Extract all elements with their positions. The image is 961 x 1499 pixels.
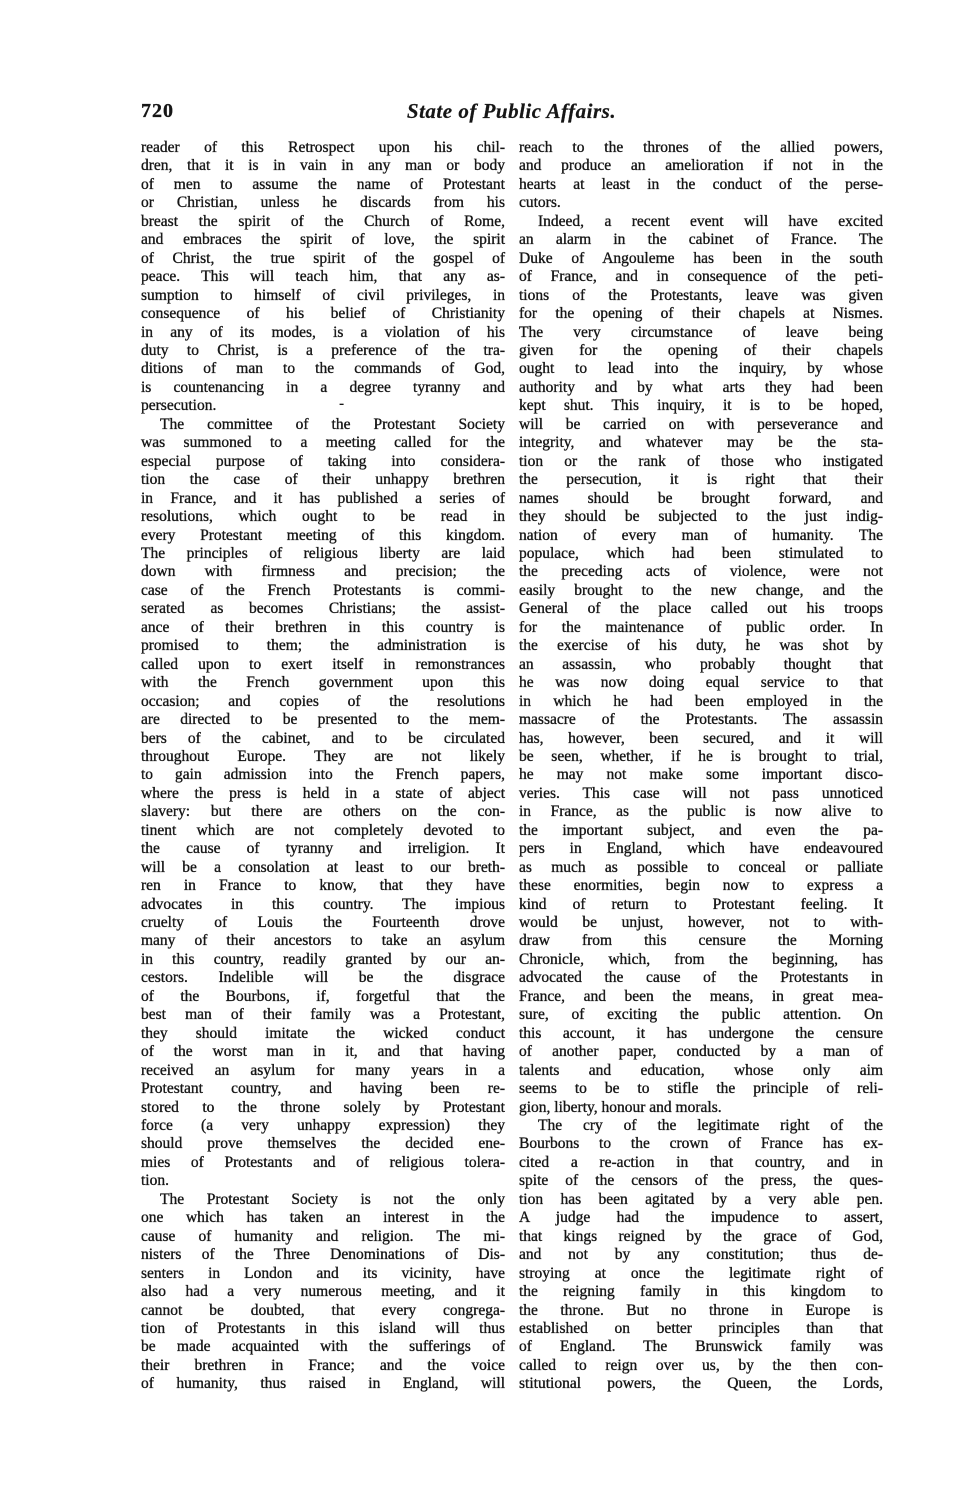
text-line: as much as possible to conceal or palliate bbox=[519, 858, 883, 876]
text-line: Chronicle, which, from the beginning, has bbox=[519, 950, 883, 968]
text-line: given for the opening of their chapels bbox=[519, 341, 883, 359]
paragraph bbox=[141, 139, 505, 416]
text-line: they should imitate the wicked conduct bbox=[141, 1024, 505, 1042]
text-line: France, and been the means, in great mea- bbox=[519, 987, 883, 1005]
text-line: nisters of the Three Denominations of Dis- bbox=[141, 1246, 505, 1264]
text-line: stroying at once the legitimate right of bbox=[519, 1264, 883, 1282]
text-line: and embraces the spirit of love, the spirit bbox=[141, 231, 505, 249]
text-line: bers of the cabinet, and to be circulated bbox=[141, 729, 505, 747]
text-line: cestors. Indelible will be the disgrace bbox=[141, 969, 505, 987]
text-line: talents and education, whose only aim bbox=[519, 1061, 883, 1079]
text-line: authority and by what arts they had been bbox=[519, 378, 883, 396]
text-line: Protestant country, and having been re- bbox=[141, 1080, 505, 1098]
text-line: of Christ, the true spirit of the gospel of bbox=[141, 249, 505, 267]
text-line: kept shut. This inquiry, it is to be hoped, bbox=[519, 397, 883, 415]
text-line: established on better principles than that bbox=[519, 1320, 883, 1337]
text-line: received an asylum for many years in a bbox=[141, 1061, 505, 1079]
text-line: of humanity, thus raised in England, will bbox=[141, 1375, 505, 1393]
text-line: Bourbons to the crown of France has ex- bbox=[519, 1135, 883, 1153]
text-line: the exercise of his duty, he was shot by bbox=[519, 637, 883, 655]
text-line: Duke of Angouleme has been in the south bbox=[519, 249, 883, 267]
text-line: the preceding acts of violence, were not bbox=[519, 563, 883, 581]
text-line: of another paper, conducted by a man of bbox=[519, 1043, 883, 1061]
paragraph bbox=[519, 213, 883, 1117]
text-line: tion has been agitated by a very able pen. bbox=[519, 1190, 883, 1208]
text-line: gion, liberty, honour and morals. bbox=[519, 1098, 722, 1116]
text-line: throughout Europe. They are not likely bbox=[141, 747, 505, 765]
text-line: in France, as the public is now alive to bbox=[519, 803, 883, 821]
text-line: slavery: but there are others on the con- bbox=[141, 803, 505, 821]
text-line: are directed to be presented to the mem- bbox=[141, 711, 505, 729]
text-line: of the worst man in it, and that having bbox=[141, 1043, 505, 1061]
text-line: they should be subjected to the just indig- bbox=[519, 508, 883, 526]
text-line: the throne. But no throne in Europe is bbox=[519, 1301, 883, 1319]
text-line: cruelty of Louis the Fourteenth drove bbox=[141, 914, 505, 932]
text-line: tion of Protestants in this island will thus bbox=[141, 1320, 505, 1337]
page-number: 720 bbox=[141, 100, 174, 122]
text-line: stored to the throne solely by Protestant bbox=[141, 1098, 505, 1116]
text-line: integrity, and whatever may be the sta- bbox=[519, 434, 883, 452]
text-line: of the Bourbons, if, forgetful that the bbox=[141, 987, 505, 1005]
text-line: cannot be doubted, that every congrega- bbox=[141, 1301, 505, 1319]
text-line: sure, of exciting the public attention. On bbox=[519, 1006, 883, 1024]
text-line: this account, it has undergone the censure bbox=[519, 1024, 883, 1042]
text-column-right bbox=[519, 139, 883, 1394]
text-line: consequence of his belief of Christianity bbox=[141, 305, 505, 323]
text-line: is countenancing in a degree tyranny and bbox=[141, 378, 505, 396]
paragraph-end-dash: - bbox=[339, 395, 345, 412]
text-line: massacre of the Protestants. The assassin bbox=[519, 711, 883, 729]
text-line: draw from this censure the Morning bbox=[519, 932, 883, 950]
text-line: The Protestant Society is not the only bbox=[160, 1190, 505, 1208]
text-line: in any of its modes, is a violation of his bbox=[141, 323, 505, 341]
text-line: also had a very numerous meeting, and it bbox=[141, 1283, 505, 1301]
text-line: one which has taken an interest in the bbox=[141, 1209, 505, 1227]
text-line: serated as becomes Christians; the assist- bbox=[141, 600, 505, 618]
text-line: hearts at least in the conduct of the perse- bbox=[519, 175, 883, 193]
text-line: an alarm in the cabinet of France. The bbox=[519, 231, 883, 249]
text-line: every Protestant meeting of this kingdom. bbox=[141, 526, 505, 544]
text-line: these enormities, begin now to express a bbox=[519, 877, 883, 895]
text-line: for the opening of their chapels at Nismes. bbox=[519, 305, 883, 323]
text-line: dren, that it is in vain in any man or body bbox=[141, 157, 505, 175]
text-line: pers in England, which have endeavoured bbox=[519, 840, 883, 858]
text-line: he may not make some important disco- bbox=[519, 766, 883, 784]
text-line: will be a consolation at least to our breth- bbox=[141, 858, 505, 876]
text-line: in France, and it has published a series of bbox=[141, 489, 505, 507]
text-line: with the French government upon this bbox=[141, 674, 505, 692]
text-line: the cause of tyranny and irreligion. It bbox=[141, 840, 505, 858]
text-line: the important subject, and even the pa- bbox=[519, 821, 883, 839]
text-line: of England. The Brunswick family was bbox=[519, 1338, 883, 1356]
text-line: called to reign over us, by the then con- bbox=[519, 1356, 883, 1374]
text-line: The committee of the Protestant Society bbox=[160, 415, 505, 433]
text-line: persecution. bbox=[141, 397, 217, 415]
text-line: ditions of man to the commands of God, bbox=[141, 360, 505, 378]
text-line: has, however, been secured, and it will bbox=[519, 729, 883, 747]
page-title: State of Public Affairs. bbox=[406, 99, 617, 123]
text-line: The very circumstance of leave being bbox=[519, 323, 883, 341]
text-line: and produce an amelioration if not in the bbox=[519, 157, 883, 175]
text-line: resolutions, which ought to be read in bbox=[141, 508, 505, 526]
text-line: tion. bbox=[141, 1172, 169, 1190]
text-line: populace, which had been stimulated to bbox=[519, 544, 883, 562]
text-line: stitutional powers, the Queen, the Lords, bbox=[519, 1375, 883, 1393]
text-line: that kings reigned by the grace of God, bbox=[519, 1227, 883, 1245]
text-line: spite of the censors of the press, the ques- bbox=[519, 1172, 883, 1190]
text-line: was summoned to a meeting called for the bbox=[141, 434, 505, 452]
text-line: senters in London and its vicinity, have bbox=[141, 1264, 505, 1282]
text-line: General of the place called out his troops bbox=[519, 600, 883, 618]
text-line: to gain admission into the French papers, bbox=[141, 766, 505, 784]
paragraph bbox=[519, 139, 883, 213]
paragraph bbox=[519, 1117, 883, 1394]
text-line: ought to lead into the inquiry, by whose bbox=[519, 360, 883, 378]
text-line: advocates in this country. The impious bbox=[141, 895, 505, 913]
text-line: Indeed, a recent event will have excited bbox=[538, 212, 883, 230]
text-line: nation of every man of humanity. The bbox=[519, 526, 883, 544]
text-line: tinent which are not completely devoted to bbox=[141, 821, 505, 839]
text-line: tions of the Protestants, leave was given bbox=[519, 286, 883, 304]
text-line: best man of their family was a Protestant, bbox=[141, 1006, 505, 1024]
text-line: ren in France to know, that they have bbox=[141, 877, 505, 895]
text-line: for the maintenance of public order. In bbox=[519, 618, 883, 636]
text-line: or Christian, unless he discards from his bbox=[141, 194, 505, 212]
text-line: reader of this Retrospect upon his chil- bbox=[141, 139, 505, 156]
text-line: he was now doing equal service to that bbox=[519, 674, 883, 692]
text-line: tion the case of their unhappy brethren bbox=[141, 471, 505, 489]
text-line: breast the spirit of the Church of Rome, bbox=[141, 212, 505, 230]
text-line: in which he had been employed in the bbox=[519, 692, 883, 710]
paragraph bbox=[141, 1191, 505, 1394]
text-line: easily brought to the new change, and the bbox=[519, 581, 883, 599]
text-line: an assassin, who probably thought that bbox=[519, 655, 883, 673]
text-line: reach to the thrones of the allied powers, bbox=[519, 139, 883, 156]
text-line: kind of return to Protestant feeling. It bbox=[519, 895, 883, 913]
text-line: should prove themselves the decided ene- bbox=[141, 1135, 505, 1153]
text-line: would be unjust, however, not to with- bbox=[519, 914, 883, 932]
text-line: cutors. bbox=[519, 194, 561, 212]
text-line: The principles of religious liberty are laid bbox=[141, 544, 505, 562]
text-line: sumption to himself of civil privileges, in bbox=[141, 286, 505, 304]
text-line: be made acquainted with the sufferings of bbox=[141, 1338, 505, 1356]
text-line: names should be brought forward, and bbox=[519, 489, 883, 507]
text-line: duty to Christ, is a preference of the tra- bbox=[141, 341, 505, 359]
text-line: down with firmness and precision; the bbox=[141, 563, 505, 581]
text-line: their brethren in France; and the voice bbox=[141, 1356, 505, 1374]
text-line: many of their ancestors to take an asylum bbox=[141, 932, 505, 950]
text-line: where the press is held in a state of abject bbox=[141, 784, 505, 802]
text-line: The cry of the legitimate right of the bbox=[538, 1117, 883, 1135]
text-line: mies of Protestants and of religious tolera- bbox=[141, 1153, 505, 1171]
text-line: case of the French Protestants is commi- bbox=[141, 581, 505, 599]
text-column-left bbox=[141, 139, 505, 1394]
text-line: the reigning family in this kingdom to bbox=[519, 1283, 883, 1301]
text-line: seems to be to stifle the principle of reli- bbox=[519, 1080, 883, 1098]
text-line: called upon to exert itself in remonstrances bbox=[141, 655, 505, 673]
text-line: be seen, whether, if he is brought to trial, bbox=[519, 747, 883, 765]
text-line: ance of their brethren in this country is bbox=[141, 618, 505, 636]
text-line: especial purpose of taking into considera- bbox=[141, 452, 505, 470]
text-line: will be carried on with perseverance and bbox=[519, 415, 883, 433]
text-line: and not by any constitution; thus de- bbox=[519, 1246, 883, 1264]
text-line: veries. This case will not pass unnoticed bbox=[519, 784, 883, 802]
text-line: tion or the rank of those who instigated bbox=[519, 452, 883, 470]
text-line: the persecution, it is right that their bbox=[519, 471, 883, 489]
text-line: cause of humanity and religion. The mi- bbox=[141, 1227, 505, 1245]
text-line: in this country, readily granted by our an- bbox=[141, 950, 505, 968]
text-line: cited a re-action in that country, and in bbox=[519, 1153, 883, 1171]
text-line: occasion; and copies of the resolutions bbox=[141, 692, 505, 710]
text-line: peace. This will teach him, that any as- bbox=[141, 268, 505, 286]
text-line: promised to them; the administration is bbox=[141, 637, 505, 655]
text-line: A judge had the impudence to assert, bbox=[519, 1209, 883, 1227]
text-line: advocated the cause of the Protestants in bbox=[519, 969, 883, 987]
text-line: of France, and in consequence of the peti- bbox=[519, 268, 883, 286]
text-line: of men to assume the name of Protestant bbox=[141, 175, 505, 193]
text-line: force (a very unhappy expression) they bbox=[141, 1117, 505, 1135]
paragraph bbox=[141, 416, 505, 1191]
